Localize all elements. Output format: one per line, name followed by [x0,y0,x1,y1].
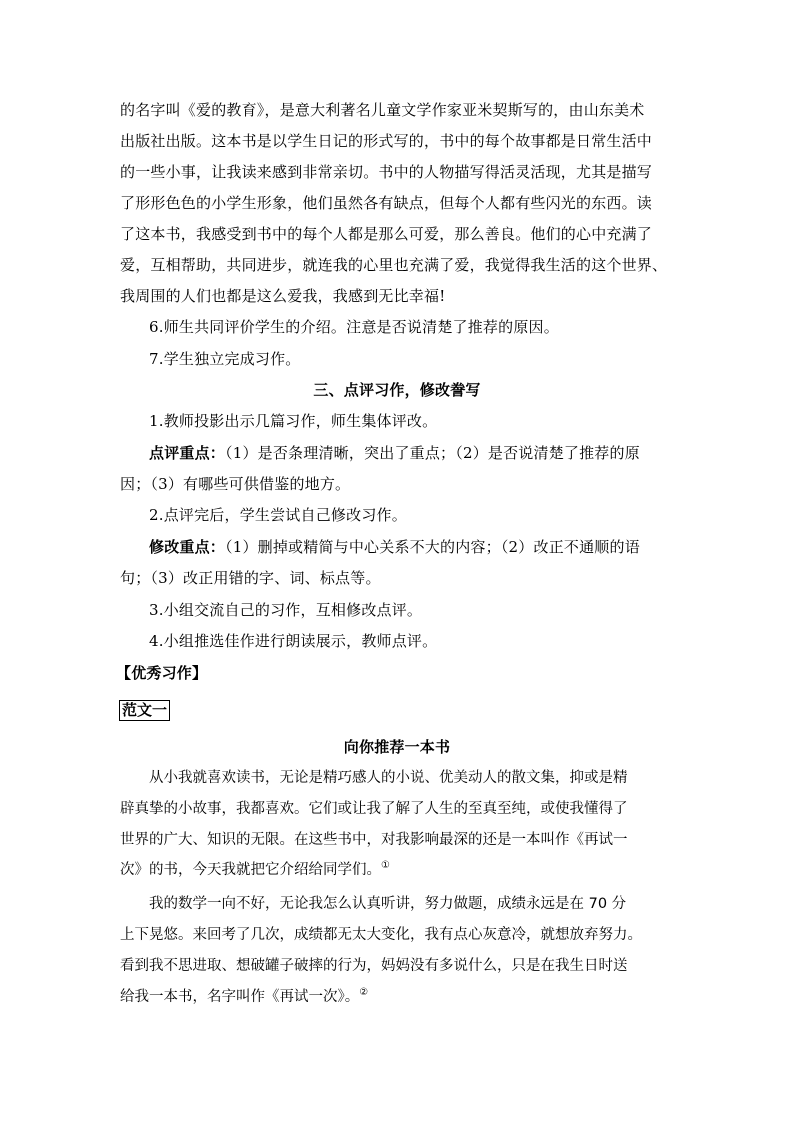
step-4: 4.小组推选佳作进行朗读展示，教师点评。 [149,632,438,650]
paragraph-line: 了这本书，我感受到书中的每个人都是那么可爱，那么善良。他们的心中充满了 [120,225,653,243]
essay-line: 从小我就喜欢读书，无论是精巧感人的小说、优美动人的散文集，抑或是精 [149,770,628,786]
paragraph-line: 出版社出版。这本书是以学生日记的形式写的，书中的每个故事都是日常生活中 [120,132,653,150]
revise-focus-label: 修改重点： [149,538,226,556]
paragraph-line: 的一些小事，让我读来感到非常亲切。书中的人物描写得活灵活现，尤其是描写 [120,163,653,181]
review-focus-label: 点评重点： [149,444,226,462]
paragraph-line: 了形形色色的小学生形象，他们虽然各有缺点，但每个人都有些闪光的东西。读 [120,194,653,212]
essay-line: 辟真挚的小故事，我都喜欢。它们或让我了解了人生的至真至纯，或使我懂得了 [120,801,628,817]
essay-line-with-note [120,987,680,1007]
essay-title: 向你推荐一本书 [343,738,451,756]
essay-line: 看到我不思进取、想破罐子破摔的行为，妈妈没有多说什么，只是在我生日时送 [120,958,628,974]
step-2: 2.点评完后，学生尝试自己修改习作。 [149,506,407,524]
revise-focus-line-2: 句；（3）改正用错的字、词、标点等。 [120,569,381,587]
essay-line: 给我一本书，名字叫作《再试一次》。 [120,989,360,1005]
sample-essay-badge: 范文一 [119,700,170,721]
paragraph-line: 的名字叫《爱的教育》，是意大利著名儿童文学作家亚米契斯写的，由山东美术 [120,101,645,119]
excellent-writing-heading: 【优秀习作】 [116,664,208,682]
step-6: 6.师生共同评价学生的介绍。注意是否说清楚了推荐的原因。 [149,318,559,336]
footnote-marker: ① [381,860,390,871]
paragraph-line: 我周围的人们也都是这么爱我，我感到无比幸福! [120,287,446,305]
step-7: 7.学生独立完成习作。 [149,350,301,368]
section-heading: 三、点评习作，修改誊写 [313,381,481,399]
revise-focus-line [149,537,680,557]
paragraph-line: 爱，互相帮助，共同进步，就连我的心里也充满了爱，我觉得我生活的这个世界、 [120,256,668,274]
review-focus-text: （1）是否条理清晰，突出了重点；（2）是否说清楚了推荐的原 [225,444,640,462]
essay-line: 我的数学一向不好，无论我怎么认真听讲，努力做题，成绩永远是在 70 分 [149,896,627,912]
essay-line: 世界的广大、知识的无限。在这些书中，对我影响最深的还是一本叫作《再试一 [120,832,628,848]
step-1: 1.教师投影出示几篇习作，师生集体评改。 [149,412,438,430]
essay-line: 次》的书，今天我就把它介绍给同学们。 [120,862,381,878]
footnote-marker: ② [359,987,369,998]
essay-line-with-note [120,860,680,880]
essay-line: 上下晃悠。来回考了几次，成绩都无太大变化，我有点心灰意冷，就想放弃努力。 [120,927,642,943]
review-focus-line [149,443,680,463]
revise-focus-text: （1）删掉或精简与中心关系不大的内容；（2）改正不通顺的语 [225,538,640,556]
step-3: 3.小组交流自己的习作，互相修改点评。 [149,601,423,619]
review-focus-line-2: 因；（3）有哪些可供借鉴的地方。 [120,475,351,493]
